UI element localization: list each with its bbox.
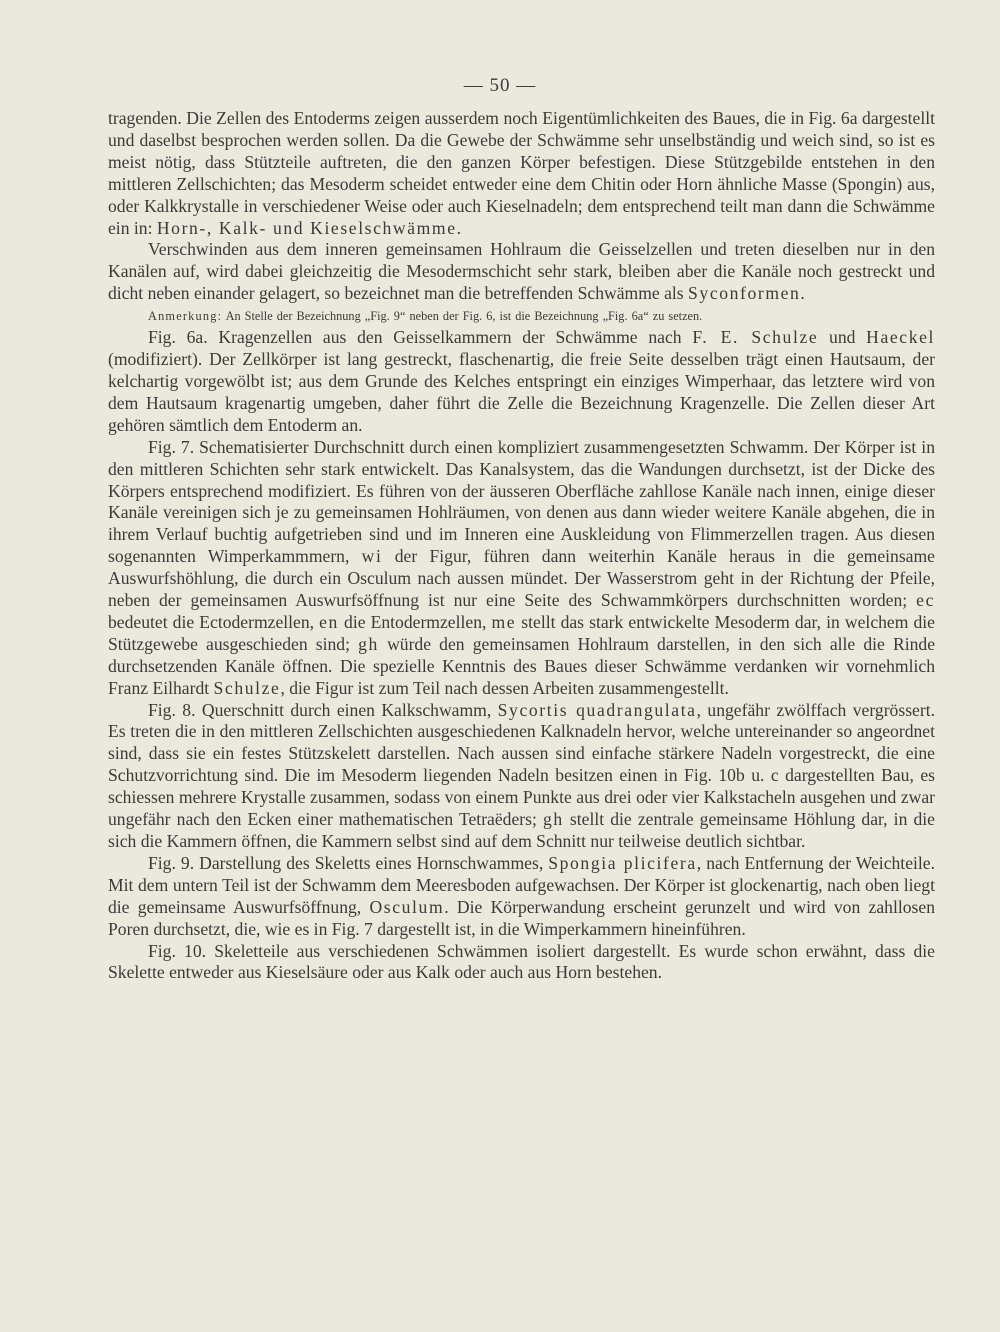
text-run: tragenden. Die Zellen des Entoderms zeigen ausserdem noch Eigentümlichkeiten des Baues, die in Fig. 6a dargestellt und daselbst besprochen werden sollen. Da die Gewebe der Schwämme sehr unselbständig und weich sind, so ist es meist nötig, dass Stützteile auftreten, die den ganzen Körper befestigen. Diese Stützgebilde entstehen in den mittleren Zellschichten; das Mesoderm scheidet entweder eine dem Chitin oder Horn ähnliche Masse (Spongin) aus, oder Kalkkrystalle in verschiedener Weise oder auch Kieselnadeln; dem entsprechend teilt man dann die Schwämme ein in: — [108, 108, 935, 238]
figure-label: gh — [543, 809, 564, 830]
page-number: — 50 — — [463, 75, 537, 96]
paragraph-fig-10 — [108, 941, 935, 985]
figure-label: wi — [361, 546, 383, 567]
text-run: der Figur, führen dann weiterhin Kanäle heraus in die gemeinsame Auswurfshöhlung, die durch ein Osculum nach aussen mündet. Der Wasserstrom geht in der Richtung der Pfeile, neben der gemeinsamen Auswurfsöffnung ist nur eine Seite des Schwammkörpers durchschnitten worden; — [108, 546, 935, 611]
text-run: die Entodermzellen, — [338, 611, 492, 632]
text-run: . Die Körperwandung erscheint gerunzelt und wird von zahllosen Poren durchsetzt, die, wie es in Fig. 7 dargestellt ist, in die Wimperkammern hineinführen. — [108, 896, 935, 939]
figure-label: gh — [358, 633, 379, 654]
text-run: Fig. 7. Schematisierter Durchschnitt durch einen kompliziert zusammengesetzten Schwamm. Der Körper ist in den mittleren Schichten sehr stark entwickelt. Das Kanalsystem, das die Wandungen durchsetzt, ist der Dicke des Körpers entsprechend modifiziert. Es führen von der äusseren Oberfläche zahllose Kanäle nach innen, einige dieser Kanäle vereinigen sich je zu gemeinsamen Hohlräumen, von denen aus dann wieder weitere Kanäle abgehen, die in ihrem Verlauf buchtig aufgetrieben sind und im Inneren eine Auskleidung von Flimmerzellen tragen. Aus diesen sogenannten Wimperkammmern, — [108, 436, 935, 567]
figure-label: en — [319, 611, 339, 632]
species-name: Sycortis quadrangulata — [497, 699, 697, 720]
body-text — [108, 108, 935, 984]
note-label: Anmerkung: — [148, 309, 223, 324]
text-run: , nach Entfernung der Weichteile. Mit dem untern Teil ist der Schwamm dem Meeresboden aufgewachsen. Der Körper ist glockenartig, nach oben liegt die gemeinsame Auswurfsöffnung, — [108, 852, 935, 917]
text-run: Fig. 9. Darstellung des Skeletts eines Hornschwammes, — [148, 852, 549, 873]
text-run: . — [456, 217, 462, 238]
emphasized-term: Horn-, Kalk- und Kieselschwämme — [156, 217, 457, 238]
text-run: Fig. 6a. Kragenzellen aus den Geisselkammern der Schwämme nach — [148, 327, 693, 348]
text-run: bedeutet die Ectodermzellen, — [108, 611, 320, 632]
paragraph-supports — [108, 108, 935, 239]
text-run: Verschwinden aus dem inneren gemeinsamen Hohlraum die Geisselzellen und treten dieselben nur in den Kanälen auf, wird dabei gleichzeitig die Mesodermschicht sehr stark, bleiben aber die Kanäle noch gestreckt und dicht neben einander gelagert, so bezeichnet man die betreffenden Schwämme als — [108, 239, 935, 304]
emphasized-term: Syconformen — [688, 283, 801, 304]
species-name: Spongia plicifera — [548, 852, 697, 873]
author-name: Haeckel — [866, 327, 935, 348]
figure-label: me — [491, 611, 517, 632]
text-run: stellt das stark entwickelte Mesoderm dar, in welchem die Stützgewebe ausgeschieden sind; — [108, 611, 935, 654]
text-run: (modifiziert). Der Zellkörper ist lang gestreckt, flaschenartig, die freie Seite desselben trägt einen Hautsaum, der kelchartig vorgewölbt ist; aus dem Grunde des Kelches entspringt ein einziges Wimperhaar, das letztere wird von dem Hautsaum kragenartig umgeben, daher führt die Zelle die Bezeichnung Kragenzelle. Die Zellen dieser Art gehören sämtlich dem Entoderm an. — [108, 349, 935, 435]
paragraph-fig-9 — [108, 853, 935, 941]
text-run: , die Figur ist zum Teil nach dessen Arbeiten zusammengestellt. — [280, 677, 729, 698]
text-run: . — [800, 283, 805, 304]
text-run: Fig. 10. Skeletteile aus verschiedenen Schwämmen isoliert dargestellt. Es wurde schon erwähnt, dass die Skelette entweder aus Kieselsäure oder aus Kalk oder auch aus Horn bestehen. — [108, 940, 935, 983]
text-run: , ungefähr zwölffach vergrössert. Es treten die in den mittleren Zellschichten ausgeschiedenen Kalknadeln hervor, welche untereinander so angeordnet sind, dass sie ein festes Stützskelett darstellen. Nach aussen sind einfache stärkere Nadeln vorgestreckt, die eine Schutzvorrichtung sind. Die im Mesoderm liegenden Nadeln besitzen einen in Fig. 10b u. c dargestellten Bau, es schiessen mehrere Krystalle zusammen, sodass von einem Punkte aus drei oder vier Kalkstacheln ausgehen und zwar ungefähr nach den Ecken einer mathematischen Tetraëders; — [108, 699, 936, 830]
paragraph-fig-8 — [108, 700, 935, 853]
text-run: und — [818, 327, 867, 348]
text-run: würde den gemeinsamen Hohlraum darstellen, in den sich alle die Rinde durchsetzenden Kanäle öffnen. Die spezielle Kenntnis des Baues dieser Schwämme verdanken wir vornehmlich Franz Eilhardt — [108, 633, 936, 698]
author-name: F. E. Schulze — [692, 327, 819, 348]
note-text: An Stelle der Bezeichnung „Fig. 9“ neben der Fig. 6, ist die Bezeichnung „Fig. 6a“ zu setzen. — [222, 309, 703, 324]
paragraph-fig-6a — [108, 327, 935, 437]
emphasized-term: Osculum — [369, 896, 445, 917]
text-run: stellt die zentrale gemeinsame Höhlung dar, in die sich die Kammern öffnen, die Kammern selbst sind auf dem Schnitt nur teilweise deutlich sichtbar. — [108, 809, 935, 851]
paragraph-syconformen — [108, 239, 935, 305]
paragraph-fig-7 — [108, 437, 935, 700]
text-run: Fig. 8. Querschnitt durch einen Kalkschwamm, — [148, 699, 498, 720]
author-name: Schulze — [213, 677, 281, 698]
figure-label: ec — [916, 590, 935, 611]
footnote-annotation — [108, 305, 935, 327]
